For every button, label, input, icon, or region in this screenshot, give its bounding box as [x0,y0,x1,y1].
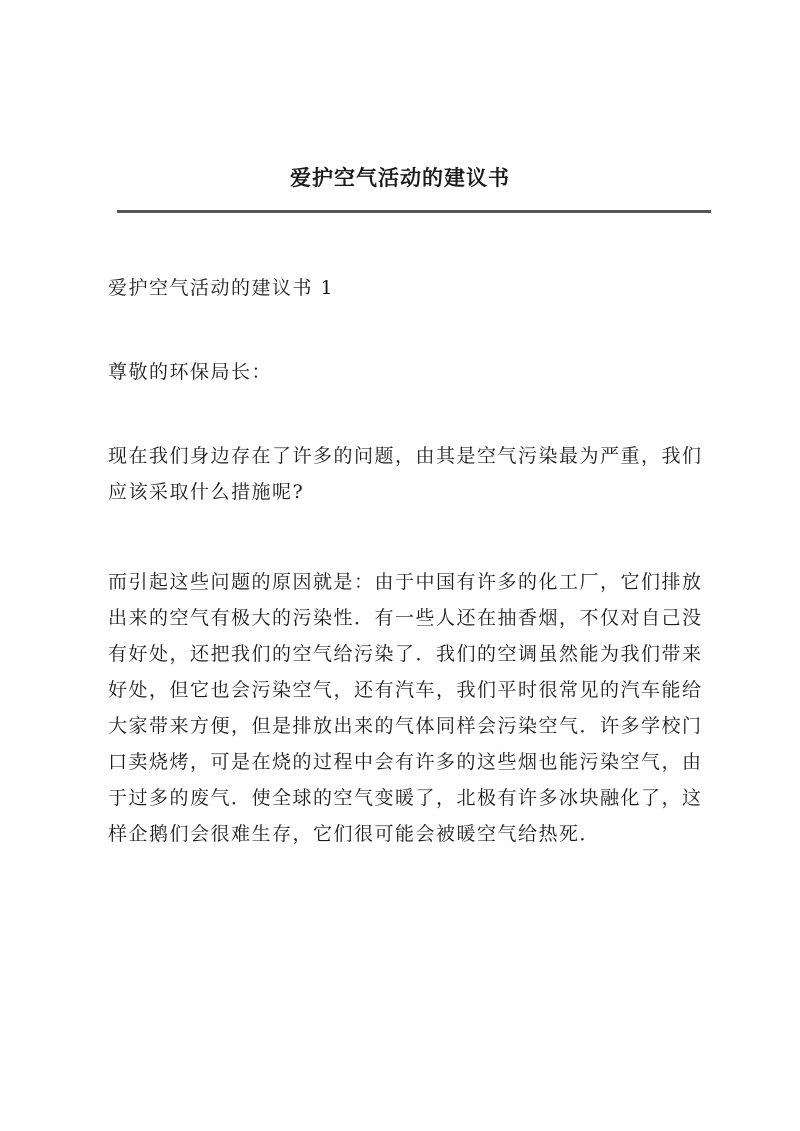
document-title: 爱护空气活动的建议书 [290,165,510,190]
title-divider [117,210,711,213]
salutation: 尊敬的环保局长： [108,361,273,383]
body-paragraph: 现在我们身边存在了许多的问题，由其是空气污染最为严重，我们应该采取什么措施呢? [108,445,703,503]
section-heading: 爱护空气活动的建议书 1 [108,277,335,299]
body-paragraph: 而引起这些问题的原因就是：由于中国有许多的化工厂，它们排放出来的空气有极大的污染性．有一些人还在抽香烟，不仅对自己没有好处，还把我们的空气给污染了．我们的空调虽然能为我们带来好处，但它也会污染空气，还有汽车，我们平时很常见的汽车能给大家带来方便，但是排放出来的气体同样会污染空气．许多学校门口卖烧烤，可是在烧的过程中会有许多的这些烟也能污染空气，由于过多的废气．使全球的空气变暖了，北极有许多冰块融化了，这样企鹅们会很难生存，它们很可能会被暖空气给热死． [108,571,703,845]
